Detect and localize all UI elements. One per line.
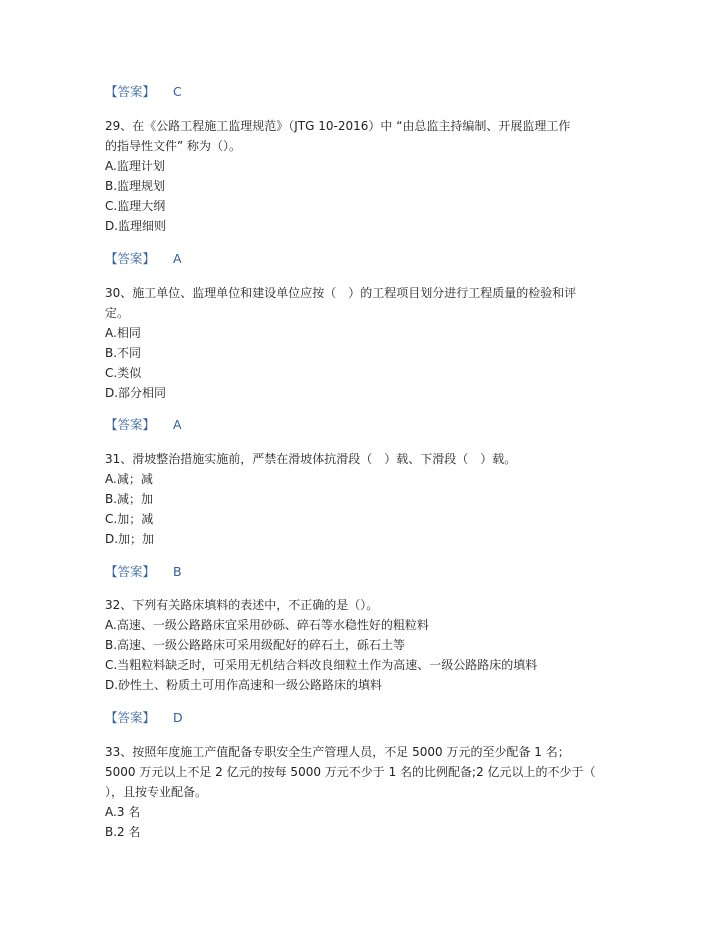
option-a: A.相同 [105, 326, 141, 340]
answer-label: 【答案】 [105, 564, 156, 579]
option-c: C.类似 [105, 366, 142, 380]
option-a: A.监理计划 [105, 159, 165, 173]
option-a: A.3 名 [105, 805, 141, 819]
answer-label: 【答案】 [105, 710, 156, 725]
option-d: D.加；加 [105, 532, 155, 546]
answer-label: 【答案】 [105, 251, 156, 266]
option-b: B.高速、一级公路路床可采用级配好的碎石土，砾石土等 [105, 638, 406, 652]
answer-line [105, 710, 183, 726]
answer-label: 【答案】 [105, 84, 156, 99]
option-a: A.减；减 [105, 472, 153, 486]
option-d: D.砂性土、粉质土可用作高速和一级公路路床的填料 [105, 678, 383, 692]
option-b: B.减；加 [105, 492, 154, 506]
question-text: 29、在《公路工程施工监理规范》（JTG 10-2016）中 “由总监主持编制、开展监理工作 [105, 119, 571, 133]
question-text: 定。 [105, 306, 130, 320]
answer-line [105, 251, 182, 267]
answer-label: 【答案】 [105, 417, 156, 432]
question-text: 的指导性文件” 称为（）。 [105, 139, 242, 153]
option-a: A.高速、一级公路路床宜采用砂砾、碎石等水稳性好的粗粒料 [105, 618, 429, 632]
answer-line [105, 84, 182, 100]
option-c: C.加；减 [105, 512, 154, 526]
answer-value: A [173, 417, 182, 432]
option-c: C.当粗粒料缺乏时，可采用无机结合料改良细粒土作为高速、一级公路路床的填料 [105, 658, 538, 672]
question-text: 32、下列有关路床填料的表述中，不正确的是（）。 [105, 598, 379, 612]
answer-value: A [173, 251, 182, 266]
answer-line [105, 417, 182, 433]
question-text: 31、滑坡整治措施实施前，严禁在滑坡体抗滑段（ ）载、下滑段（ ）载。 [105, 452, 517, 466]
answer-value: D [173, 710, 183, 725]
option-b: B.不同 [105, 346, 142, 360]
option-c: C.监理大纲 [105, 199, 166, 213]
option-b: B.2 名 [105, 825, 141, 839]
question-text: 30、施工单位、监理单位和建设单位应按（ ）的工程项目划分进行工程质量的检验和评 [105, 286, 577, 300]
question-text: 5000 万元以上不足 2 亿元的按每 5000 万元不少于 1 名的比例配备;2 亿元以上的不少于（ [105, 765, 596, 779]
question-text: ），且按专业配备。 [105, 785, 208, 799]
question-text: 33、按照年度施工产值配备专职安全生产管理人员，不足 5000 万元的至少配备 1 名； [105, 745, 570, 759]
option-d: D.部分相同 [105, 386, 167, 400]
option-d: D.监理细则 [105, 219, 167, 233]
answer-value: C [173, 84, 182, 99]
option-b: B.监理规划 [105, 179, 166, 193]
answer-line [105, 564, 182, 580]
answer-value: B [173, 564, 182, 579]
